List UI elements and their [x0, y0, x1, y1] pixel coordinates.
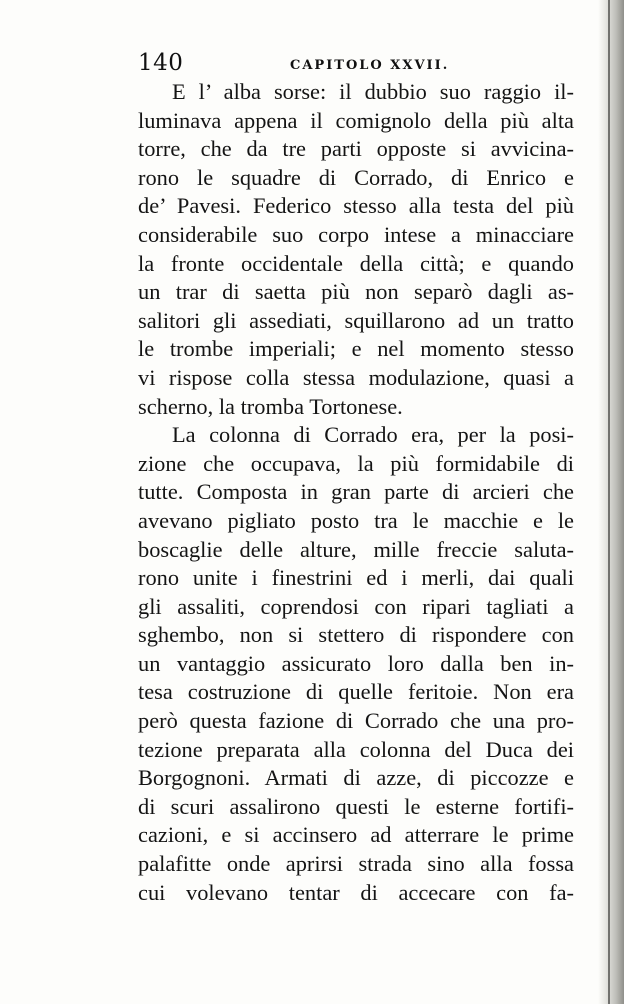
- text-line: un trar di saetta più non separò dagli as-: [138, 279, 574, 305]
- text-line: vi rispose colla stessa modulazione, quasi a: [138, 364, 574, 390]
- text-line: boscaglie delle alture, mille freccie saluta-: [138, 536, 574, 562]
- text-line: cui volevano tentar di accecare con fa-: [138, 879, 574, 905]
- text-line: Borgognoni. Armati di azze, di piccozze e: [138, 765, 574, 791]
- text-line: gli assaliti, coprendosi con ripari tagliati a: [138, 593, 574, 619]
- page-gutter-shadow: [598, 0, 624, 1004]
- text-line: un vantaggio assicurato loro dalla ben in-: [138, 650, 574, 676]
- text-line: avevano pigliato posto tra le macchie e le: [138, 507, 574, 533]
- page-number: 140: [138, 50, 184, 76]
- body-text: [138, 78, 574, 907]
- text-line: la fronte occidentale della città; e quando: [138, 250, 574, 276]
- running-head: CAPITOLO XXVII.: [290, 58, 450, 73]
- text-line: luminava appena il comignolo della più alta: [138, 107, 574, 133]
- text-line: considerabile suo corpo intese a minacciare: [138, 221, 574, 247]
- text-line: tutte. Composta in gran parte di arcieri che: [138, 479, 574, 505]
- text-line: di scuri assalirono questi le esterne fortifi-: [138, 793, 574, 819]
- page-header: [138, 50, 578, 80]
- text-line: torre, che da tre parti opposte si avvicina-: [138, 136, 574, 162]
- text-line: però questa fazione di Corrado che una pro-: [138, 708, 574, 734]
- text-line: tesa costruzione di quelle feritoie. Non era: [138, 679, 574, 705]
- text-line: zione che occupava, la più formidabile di: [138, 450, 574, 476]
- text-line: sghembo, non si stettero di rispondere con: [138, 622, 574, 648]
- text-line: rono unite i finestrini ed i merli, dai quali: [138, 565, 574, 591]
- text-line: scherno, la tromba Tortonese.: [138, 393, 403, 419]
- text-line: E l’ alba sorse: il dubbio suo raggio il-: [172, 79, 574, 104]
- text-line: de’ Pavesi. Federico stesso alla testa del più: [138, 193, 574, 219]
- text-line: tezione preparata alla colonna del Duca dei: [138, 736, 574, 762]
- text-line: le trombe imperiali; e nel momento stesso: [138, 336, 574, 362]
- text-line: La colonna di Corrado era, per la posi-: [172, 422, 574, 448]
- text-line: rono le squadre di Corrado, di Enrico e: [138, 164, 574, 190]
- text-line: salitori gli assediati, squillarono ad un tratto: [138, 307, 574, 333]
- text-line: cazioni, e si accinsero ad atterrare le prime: [138, 822, 574, 848]
- page-edge-line: [608, 0, 610, 1004]
- text-line: palafitte onde aprirsi strada sino alla fossa: [138, 851, 574, 877]
